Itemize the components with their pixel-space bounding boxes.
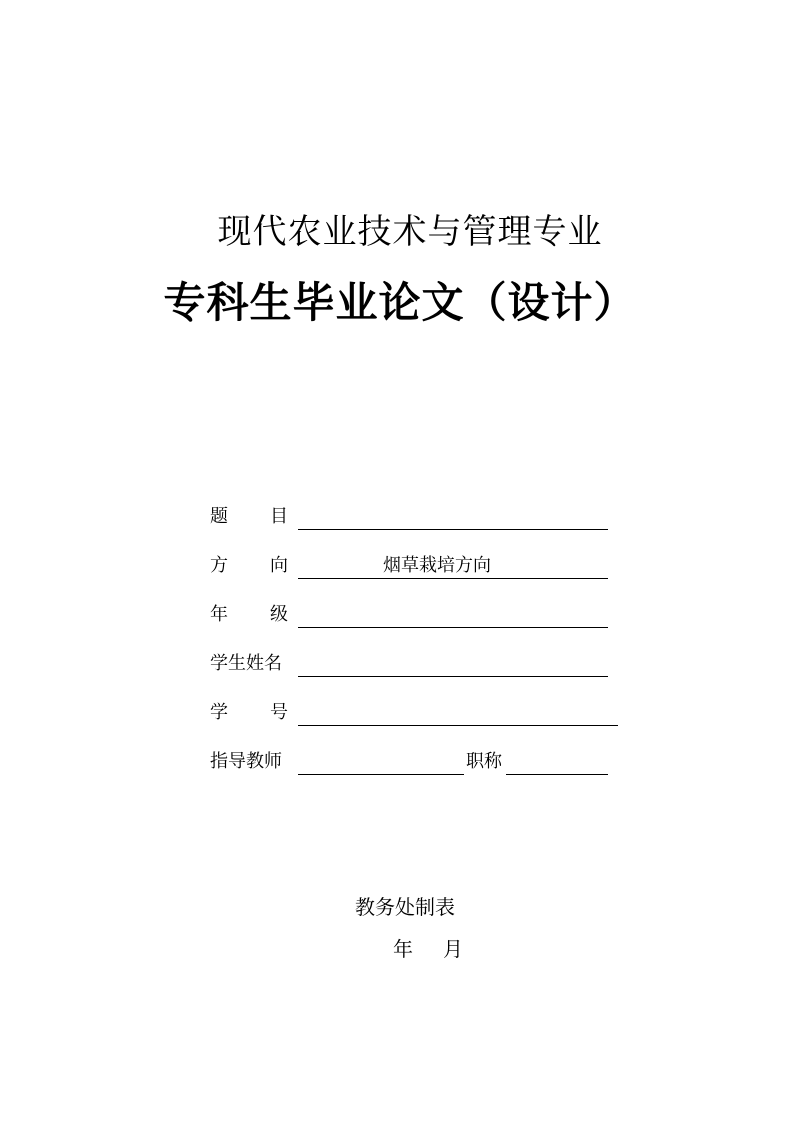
- advisor-title-field[interactable]: [506, 748, 608, 775]
- topic-label: [210, 503, 288, 531]
- advisor-label: 指导教师: [210, 751, 282, 772]
- month-label: 月: [443, 937, 463, 961]
- major-title: 现代农业技术与管理专业: [217, 212, 603, 252]
- direction-value: 烟草栽培方向: [383, 555, 491, 576]
- issuing-office: 教务处制表: [355, 895, 455, 919]
- direction-label-char-2: 向: [270, 555, 288, 576]
- direction-label-char-1: 方: [210, 555, 228, 576]
- student-id-label-char-2: 号: [270, 702, 288, 723]
- grade-field[interactable]: [298, 601, 608, 628]
- student-id-label: [210, 699, 288, 727]
- topic-label-char-1: 题: [210, 506, 228, 527]
- date-line: [393, 934, 463, 964]
- grade-label-char-1: 年: [210, 604, 228, 625]
- grade-label: [210, 601, 288, 629]
- topic-field[interactable]: [298, 503, 608, 530]
- advisor-title-label: 职称: [466, 751, 502, 772]
- student-name-label: 学生姓名: [210, 653, 282, 674]
- year-label: 年: [393, 937, 413, 961]
- direction-label: [210, 552, 288, 580]
- grade-label-char-2: 级: [270, 604, 288, 625]
- student-id-label-char-1: 学: [210, 702, 228, 723]
- direction-field[interactable]: [298, 552, 608, 579]
- student-id-field[interactable]: [298, 699, 618, 726]
- topic-label-char-2: 目: [270, 506, 288, 527]
- document-title: 专科生毕业论文（设计）: [163, 278, 637, 327]
- advisor-field[interactable]: [298, 748, 464, 775]
- student-name-field[interactable]: [298, 650, 608, 677]
